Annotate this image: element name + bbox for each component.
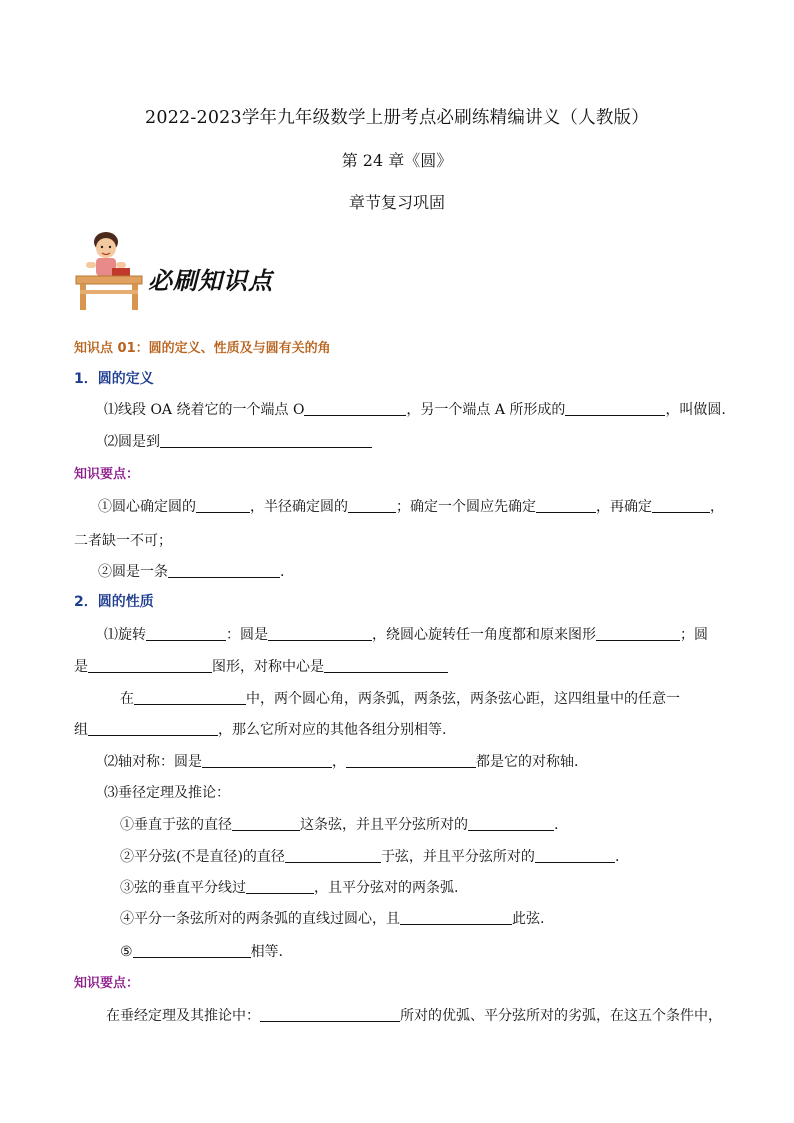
property-line-9: ③弦的垂直平分线过 ，且平分弦对的两条弧. [120, 880, 459, 896]
property-line-3: 在 中，两个圆心角，两条弧，两条弦，两条弦心距，这四组量中的任意一 [120, 691, 680, 707]
fill-blank[interactable] [468, 816, 554, 831]
fill-blank[interactable] [535, 848, 615, 863]
definition-line-2: ⑵圆是到 [104, 431, 372, 451]
note1-line-1: ①圆心确定圆的 ，半径确定圆的 ；确定一个圆应先确定 ，再确定 ， [98, 499, 724, 515]
fill-blank[interactable] [285, 848, 381, 863]
fill-blank[interactable] [652, 498, 710, 513]
fill-blank[interactable] [88, 658, 212, 673]
banner [72, 228, 292, 314]
note-label-2: 知识要点： [74, 976, 140, 991]
fill-blank[interactable] [268, 626, 372, 641]
fill-blank[interactable] [304, 401, 406, 416]
fill-blank[interactable] [232, 816, 300, 831]
note-label: 知识要点： [74, 467, 140, 482]
knowledge-point-heading: 知识点 01：圆的定义、性质及与圆有关的角 [74, 341, 331, 356]
property-line-7: ①垂直于弦的直径 这条弦，并且平分弦所对的 . [120, 817, 559, 833]
fill-blank[interactable] [565, 401, 665, 416]
property-line-2: 是 图形，对称中心是 [74, 656, 448, 676]
fill-blank[interactable] [202, 753, 332, 768]
student-at-desk-icon [72, 228, 146, 314]
fill-blank[interactable] [196, 498, 250, 513]
property-line-4: 组 ，那么它所对应的其他各组分别相等. [74, 722, 447, 738]
section-subtitle: 章节复习巩固 [348, 193, 445, 212]
chapter-title: 第 24 章《圆》 [341, 151, 453, 170]
fill-blank[interactable] [346, 753, 476, 768]
fill-blank[interactable] [146, 626, 226, 641]
fill-blank[interactable] [348, 498, 396, 513]
property-line-10: ④平分一条弦所对的两条弧的直线过圆心，且 此弦. [120, 911, 545, 927]
note1-line-3: ②圆是一条 . [98, 564, 285, 580]
property-line-1: ⑴旋转 ：圆是 ，绕圆心旋转任一角度都和原来图形 ；圆 [104, 627, 708, 643]
note2-line-1: 在垂经定理及其推论中： 所对的优弧、平分弦所对的劣弧，在这五个条件中， [106, 1008, 722, 1024]
fill-blank[interactable] [133, 943, 251, 958]
fill-blank[interactable] [400, 910, 512, 925]
fill-blank[interactable] [134, 690, 246, 705]
property-line-8: ②平分弦(不是直径)的直径 于弦，并且平分弦所对的 . [120, 849, 620, 865]
banner-text: 必刷知识点 [148, 267, 273, 295]
property-line-5: ⑵轴对称：圆是 ， 都是它的对称轴. [104, 754, 579, 770]
section-heading-properties: 2．圆的性质 [74, 594, 154, 610]
property-line-11: ⑤ 相等. [120, 944, 284, 960]
fill-blank[interactable] [596, 626, 680, 641]
section-heading-definition: 1．圆的定义 [74, 371, 154, 387]
fill-blank[interactable] [168, 563, 280, 578]
fill-blank[interactable] [160, 433, 372, 448]
document-title: 2022-2023学年九年级数学上册考点必刷练精编讲义（人教版） [145, 108, 649, 128]
definition-line-1: ⑴线段 OA 绕着它的一个端点 O ，另一个端点 A 所形成的 ，叫做圆. [104, 402, 726, 418]
note1-line-2: 二者缺一不可； [74, 533, 172, 549]
fill-blank[interactable] [324, 658, 448, 673]
fill-blank[interactable] [260, 1007, 400, 1022]
fill-blank[interactable] [88, 721, 218, 736]
fill-blank[interactable] [246, 879, 314, 894]
property-line-6: ⑶垂径定理及推论： [104, 785, 230, 801]
fill-blank[interactable] [536, 498, 596, 513]
